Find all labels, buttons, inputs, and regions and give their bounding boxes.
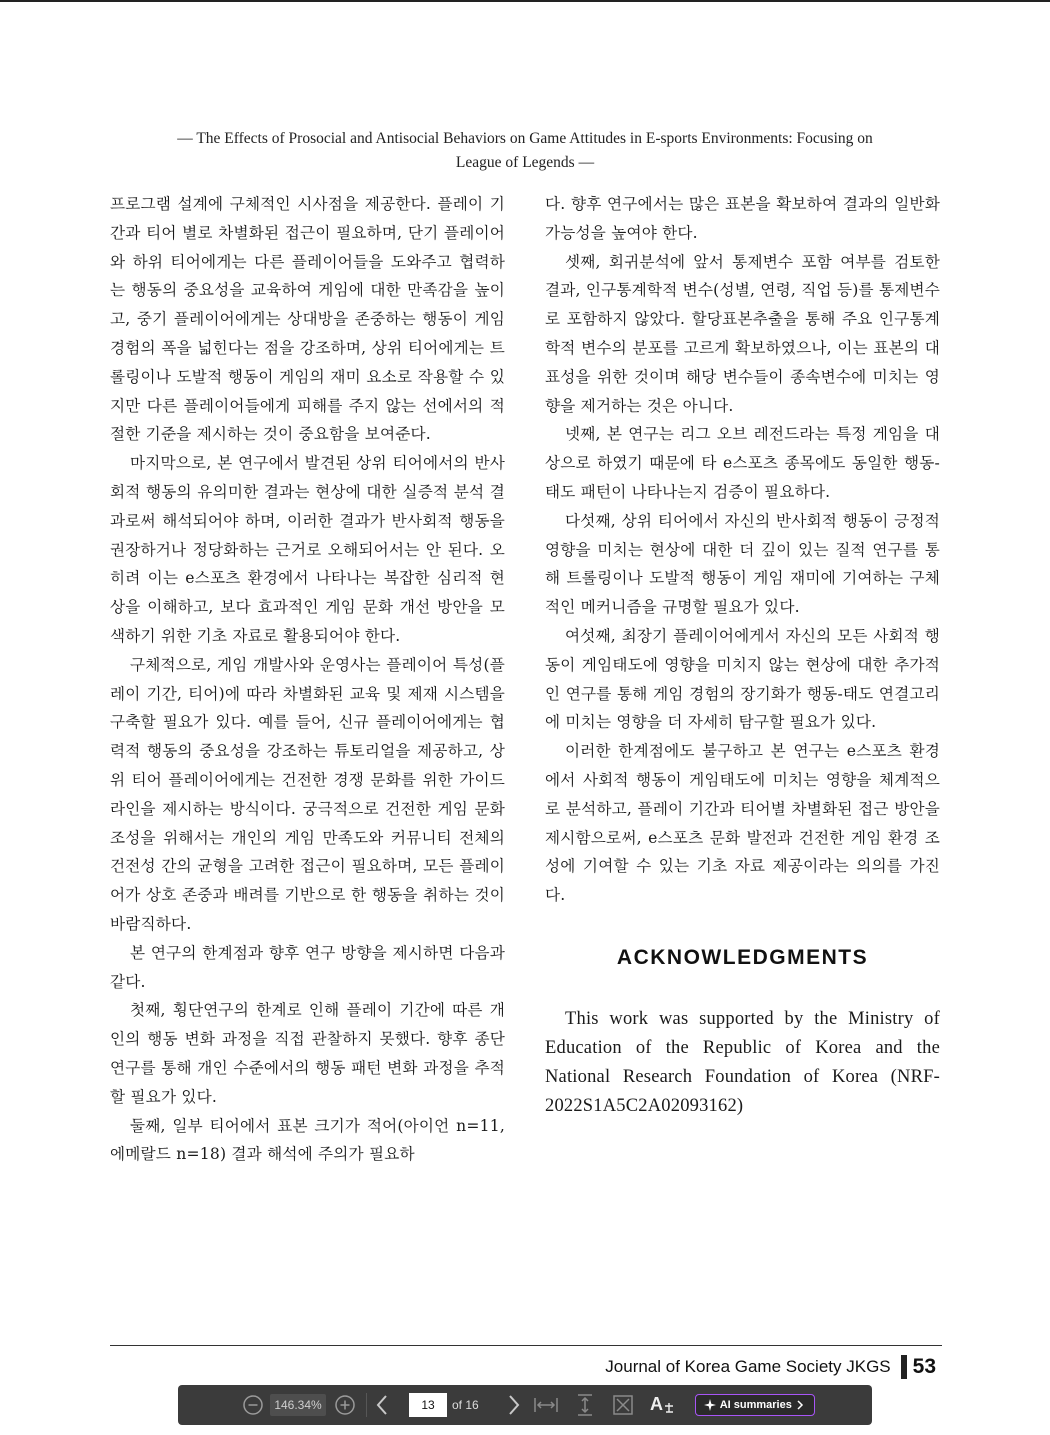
translate-icon [649, 1392, 677, 1418]
chevron-right-icon [796, 1400, 804, 1410]
paragraph: 본 연구의 한계점과 향후 연구 방향을 제시하면 다음과 같다. [110, 943, 505, 991]
running-title [110, 127, 940, 175]
zoom-in-button[interactable] [334, 1394, 356, 1416]
plus-circle-icon [334, 1394, 356, 1416]
chevron-left-icon [371, 1393, 395, 1417]
translate-glyph: A [649, 1394, 663, 1414]
page-footer [605, 1352, 936, 1382]
chevron-right-icon [501, 1393, 525, 1417]
previous-page-button[interactable] [371, 1393, 395, 1417]
running-title-line-1: ― The Effects of Prosocial and Antisocial Behaviors on Game Attitudes in E-sports Environments: Focusing on [177, 130, 873, 147]
page-total: of 16 [452, 1398, 479, 1412]
ai-summaries-button[interactable] [695, 1394, 815, 1416]
paragraph: 둘째, 일부 티어에서 표본 크기가 적어(아이언 n=11, 에메랄드 n=18) 결과 해석에 주의가 필요하 [110, 1116, 505, 1164]
paragraph: 이러한 한계점에도 불구하고 본 연구는 e스포츠 환경에서 사회적 행동이 게임태도에 미치는 영향을 체계적으로 분석하고, 플레이 기간과 티어별 차별화된 접근 방안을 제시함으로써, e스포츠 문화 발전과 건전한 게임 환경 조성에 기여할 수 있는 기초 자료 제공이라는 의의를 가진다. [545, 742, 940, 905]
page-number: 53 [912, 1355, 936, 1378]
paragraph: 다섯째, 상위 티어에서 자신의 반사회적 행동이 긍정적 영향을 미치는 현상에 대한 더 깊이 있는 질적 연구를 통해 트롤링이나 도발적 행동이 게임 재미에 기여하는 구체적인 메커니즘을 규명할 필요가 있다. [545, 511, 940, 617]
paragraph: 셋째, 회귀분석에 앞서 통제변수 포함 여부를 검토한 결과, 인구통계학적 변수(성별, 연령, 직업 등)를 통제변수로 포함하지 않았다. 할당표본추출을 통해 주요 인구통계학적 변수의 분포를 고르게 확보하였으나, 이는 표본의 대표성을 위한 것이며 해당 변수들이 종속변수에 미치는 영향을 제거하는 것은 아니다. [545, 252, 940, 415]
zoom-out-button[interactable] [242, 1394, 264, 1416]
ai-summaries-label: AI summaries [719, 1399, 792, 1411]
paragraph: 첫째, 횡단연구의 한계로 인해 플레이 기간에 따른 개인의 행동 변화 과정을 직접 관찰하지 못했다. 향후 종단연구를 통해 개인 수준에서의 행동 패턴 변화 과정을 추적할 필요가 있다. [110, 1001, 505, 1106]
acknowledgments-text: This work was supported by the Ministry of Education of the Republic of Korea and the National Research Foundation of Korea (NRF-2022S1A5C2A02093162) [545, 1008, 940, 1116]
fit-width-icon [533, 1393, 559, 1417]
fullscreen-button[interactable] [611, 1393, 635, 1417]
paragraph: 넷째, 본 연구는 리그 오브 레전드라는 특정 게임을 대상으로 하였기 때문에 타 e스포츠 종목에도 동일한 행동-태도 패턴이 나타나는지 검증이 필요하다. [545, 425, 940, 501]
footer-bar [901, 1355, 907, 1379]
zoom-level[interactable]: 146.34% [270, 1394, 326, 1416]
toolbar-separator [366, 1393, 367, 1417]
paragraph: 마지막으로, 본 연구에서 발견된 상위 티어에서의 반사회적 행동의 유의미한 결과는 현상에 대한 실증적 분석 결과로써 해석되어야 하며, 이러한 결과가 반사회적 행동을 권장하거나 정당화하는 근거로 오해되어서는 안 된다. 오히려 이는 e스포츠 환경에서 나타나는 복잡한 심리적 현상을 이해하고, 보다 효과적인 게임 문화 개선 방안을 모색하기 위한 기초 자료로 활용되어야 한다. [110, 454, 505, 645]
paragraph: 다. 향후 연구에서는 많은 표본을 확보하여 결과의 일반화 가능성을 높여야 한다. [545, 195, 940, 242]
paragraph: 프로그램 설계에 구체적인 시사점을 제공한다. 플레이 기간과 티어 별로 차별화된 접근이 필요하며, 단기 플레이어와 하위 티어에게는 다른 플레이어들을 도와주고 협력하는 행동의 중요성을 교육하여 게임에 대한 만족감을 높이고, 중기 플레이어에게는 상대방을 존중하는 행동이 게임 경험의 폭을 넓힌다는 점을 강조하며, 상위 티어에게는 트롤링이나 도발적 행동이 게임의 재미 요소로 작용할 수 있지만 다른 플레이어들에게 피해를 주지 않는 선에서의 적절한 기준을 제시하는 것이 중요함을 보여준다. [110, 195, 505, 444]
fit-height-icon [573, 1393, 597, 1417]
paragraph: 구체적으로, 게임 개발사와 운영사는 플레이어 특성(플레이 기간, 티어)에 따라 차별화된 교육 및 제재 시스템을 구축할 필요가 있다. 예를 들어, 신규 플레이어에게는 협력적 행동의 중요성을 강조하는 튜토리얼을 제공하고, 상위 티어 플레이어에게는 건전한 경쟁 문화를 위한 가이드라인을 제시하는 방식이다. 궁극적으로 건전한 게임 문화 조성을 위해서는 개인의 게임 만족도와 커뮤니티 전체의 건전성 간의 균형을 고려한 접근이 필요하며, 모든 플레이어가 상호 존중과 배려를 기반으로 한 행동을 취하는 것이 바람직하다. [110, 655, 505, 933]
running-title-line-2: League of Legends ― [455, 154, 595, 171]
sparkle-icon [704, 1399, 716, 1411]
translate-button[interactable] [649, 1392, 677, 1418]
top-rule [0, 0, 1050, 2]
right-column [545, 190, 940, 1121]
fullscreen-icon [611, 1393, 635, 1417]
fit-width-button[interactable] [533, 1393, 559, 1417]
page-number-input[interactable]: 13 [409, 1393, 447, 1417]
fit-height-button[interactable] [573, 1393, 597, 1417]
footer-rule [110, 1345, 942, 1346]
journal-name: Journal of Korea Game Society JKGS [605, 1357, 891, 1376]
pdf-viewer-toolbar [178, 1385, 872, 1425]
minus-circle-icon [242, 1394, 264, 1416]
next-page-button[interactable] [501, 1393, 525, 1417]
paragraph: 여섯째, 최장기 플레이어에게서 자신의 모든 사회적 행동이 게임태도에 영향을 미치지 않는 현상에 대한 추가적인 연구를 통해 게임 경험의 장기화가 행동-태도 연결고리에 미치는 영향을 더 자세히 탐구할 필요가 있다. [545, 626, 940, 732]
acknowledgments-heading: ACKNOWLEDGMENTS [616, 945, 869, 969]
left-column [110, 190, 505, 1169]
